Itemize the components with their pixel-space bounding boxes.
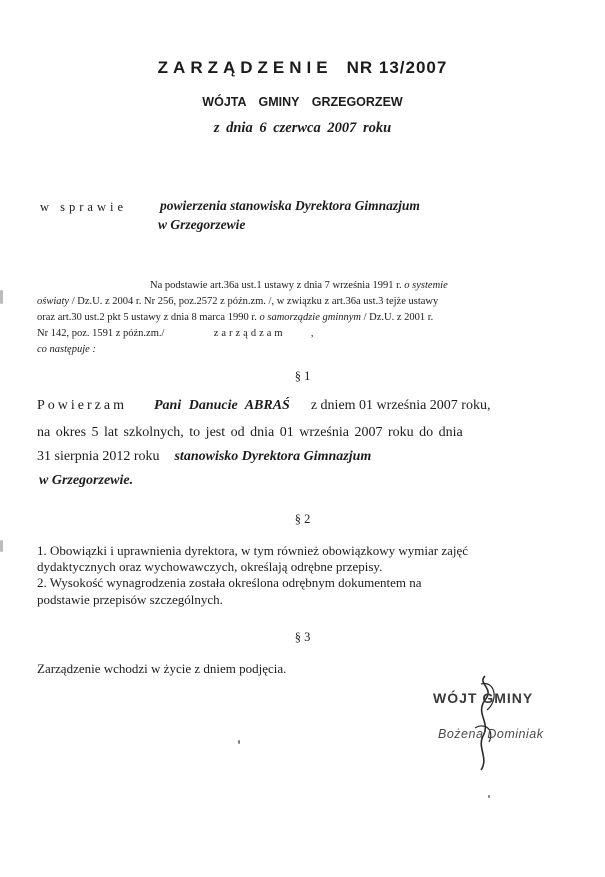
entry-into-force-text: Zarządzenie wchodzi w życie z dniem podjęcia.: [37, 661, 287, 676]
document-date: z dnia 6 czerwca 2007 roku: [213, 120, 392, 136]
stamp-name: Bożena Dominiak: [438, 727, 544, 741]
appointee-name: Pani Danucie ABRAŚ: [153, 398, 290, 413]
legal-act-name: o samorządzie gminnym: [259, 312, 361, 323]
legal-text: Na podstawie art.36a ust.1 ustawy z dnia 7 września 1991 r.: [150, 280, 402, 291]
start-date-text: z dniem 01 września 2007 roku,: [310, 398, 491, 413]
scan-edge-mark: [0, 290, 3, 304]
end-date-text: 31 sierpnia 2012 roku: [37, 449, 160, 464]
scan-speck: [488, 795, 490, 798]
section-2-mark: § 2: [294, 512, 311, 526]
legal-text: ,: [310, 328, 314, 339]
assign-verb: Powierzam: [37, 398, 127, 413]
subject-line-1: powierzenia stanowiska Dyrektora Gimnazjum: [160, 198, 420, 213]
legal-text: oraz art.30 ust.2 pkt 5 ustawy z dnia 8 marca 1990 r.: [37, 312, 257, 323]
section-3-mark: § 3: [294, 630, 311, 644]
section-1-line-3: [37, 449, 371, 465]
legal-basis-line-2: [37, 294, 438, 310]
issuing-authority: WÓJTA GMINY GRZEGORZEW: [202, 95, 403, 109]
decree-verb: zarządzam: [213, 328, 286, 339]
scan-speck: [238, 740, 240, 744]
legal-basis-line-4: [37, 326, 313, 342]
legal-basis-line-1: [150, 278, 448, 294]
section-1-line-4: w Grzegorzewie.: [39, 473, 134, 488]
title-word: ZARZĄDZENIE: [157, 58, 333, 77]
title-number: NR 13/2007: [346, 58, 448, 77]
section-2-line-3: 2. Wysokość wynagrodzenia została określona odrębnym dokumentem na: [37, 575, 422, 590]
section-2-line-2: dydaktycznych oraz wychowawczych, określają odrębne przepisy.: [37, 559, 383, 574]
legal-basis-line-5: co następuje :: [37, 344, 96, 355]
legal-basis-line-3: [37, 310, 433, 326]
subject-prefix: w sprawie: [40, 200, 128, 214]
document-title: [0, 58, 605, 78]
section-2-line-4: podstawie przepisów szczególnych.: [37, 592, 223, 607]
subject-line-2: w Grzegorzewie: [158, 217, 246, 232]
section-2-line-1: 1. Obowiązki i uprawnienia dyrektora, w tym również obowiązkowy wymiar zajęć: [37, 543, 469, 558]
stamp-title: WÓJT GMINY: [433, 690, 534, 706]
legal-act-name: o systemie: [404, 280, 448, 291]
handwritten-signature: [455, 670, 515, 780]
legal-text: / Dz.U. z 2004 r. Nr 256, poz.2572 z późn.zm. /, w związku z art.36a ust.3 tejże ustawy: [71, 296, 439, 307]
legal-text: / Dz.U. z 2001 r.: [363, 312, 434, 323]
legal-text: Nr 142, poz. 1591 z późn.zm./: [37, 328, 165, 339]
legal-act-name: oświaty: [37, 296, 70, 307]
scan-edge-mark: [0, 540, 3, 552]
section-1-line-2: na okres 5 lat szkolnych, to jest od dnia 01 września 2007 roku do dnia: [37, 425, 463, 440]
position-name: stanowisko Dyrektora Gimnazjum: [174, 449, 372, 464]
section-1-line-1: [37, 398, 490, 414]
section-1-mark: § 1: [294, 369, 311, 383]
